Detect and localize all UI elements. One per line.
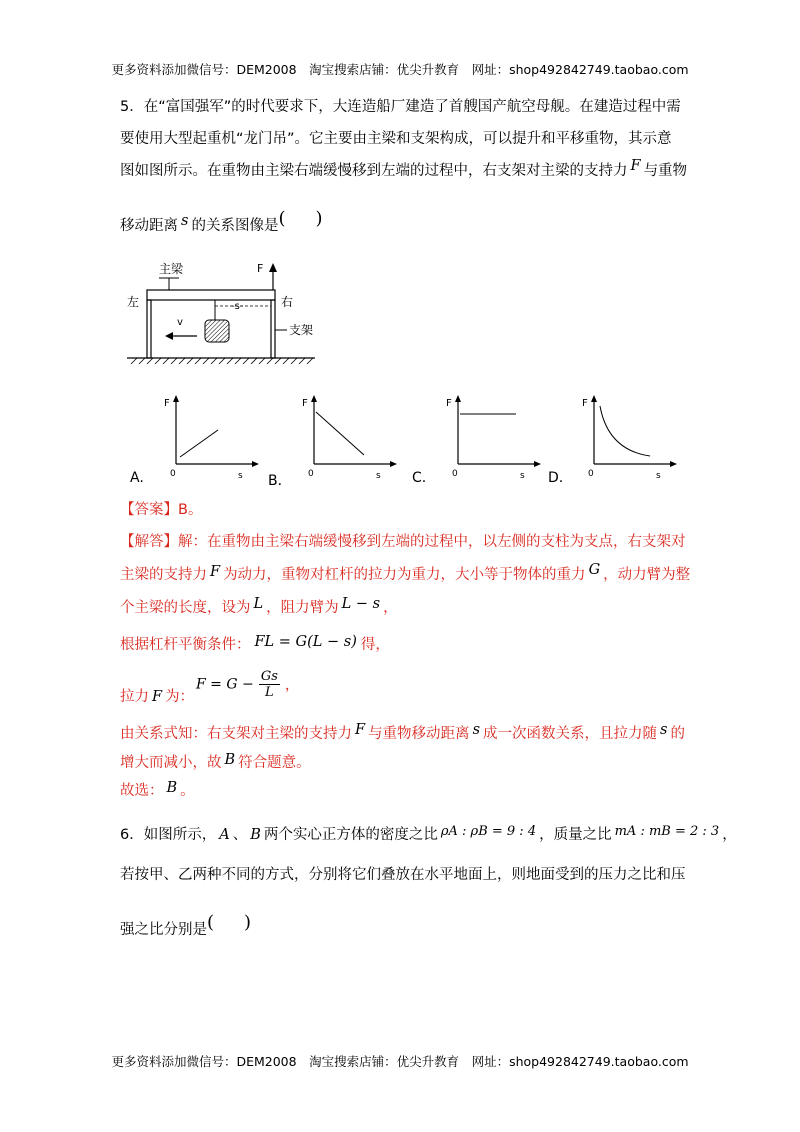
- right-support: [271, 300, 275, 358]
- graph-curve: [600, 406, 650, 456]
- x-axis-arrowhead: [390, 461, 397, 467]
- y-axis-label: F: [302, 398, 308, 409]
- x-axis-label: s: [656, 471, 661, 481]
- option-graph-constant[interactable]: [442, 392, 542, 482]
- fraction-gs-over-l: $\frac{Gs}{L}$: [260, 669, 278, 700]
- solution-line1: 【解答】解：在重物由主梁右端缓慢移到左端的过程中，以左侧的支柱为支点，右支架对: [120, 534, 686, 550]
- y-axis-arrowhead: [311, 395, 317, 402]
- label-v: v: [177, 317, 183, 328]
- x-axis-arrowhead: [670, 461, 677, 467]
- option-letter-1[interactable]: A.: [130, 470, 144, 486]
- q5-line2: 要使用大型起重机“龙门吊”。它主要由主梁和支架构成，可以提升和平移重物，其示意: [120, 131, 672, 147]
- y-axis-arrowhead: [591, 395, 597, 402]
- x-axis-arrowhead: [252, 461, 259, 467]
- main-beam: [147, 290, 275, 300]
- origin-label: 0: [588, 469, 594, 479]
- label-s: -s-: [231, 301, 244, 312]
- solution-line2: 主梁的支持力 F 为动力，重物对杠杆的拉力为重力，大小等于物体的重力 G ，动力臂为整: [120, 562, 691, 583]
- graph-line: [316, 412, 364, 455]
- solution-line6: 由关系式知：右支架对主梁的支持力 F 与重物移动距离 s 成一次函数关系，且拉力随 s 的: [120, 722, 685, 742]
- solution-line8: 故选： B 。: [120, 780, 195, 799]
- option-letter-4[interactable]: D.: [548, 470, 564, 486]
- q6-line2: 若按甲、乙两种不同的方式，分别将它们叠放在水平地面上，则地面受到的压力之比和压: [120, 867, 686, 883]
- x-axis-label: s: [520, 471, 525, 481]
- q5-line1: 5．在“富国强军”的时代要求下，大连造船厂建造了首艘国产航空母舰。在建造过程中需: [120, 99, 681, 115]
- option-graph-decreasing[interactable]: [298, 392, 398, 482]
- y-axis-arrowhead: [173, 395, 179, 402]
- label-main-beam: 主梁: [159, 262, 184, 276]
- origin-label: 0: [170, 469, 176, 479]
- graph-line: [180, 430, 218, 457]
- page-header: 更多资料添加微信号：DEM2008 淘宝搜索店铺：优尖升教育 网址：shop492842749.taobao.com: [111, 62, 689, 77]
- q6-line1: 6．如图所示， A 、 B 两个实心正方体的密度之比 ρA : ρB = 9 : 4 ，质量之比 mA : mB = 2 : 3 ，: [120, 824, 737, 843]
- y-axis-label: F: [164, 398, 170, 409]
- y-axis-label: F: [582, 398, 588, 409]
- option-letter-2[interactable]: B．: [268, 473, 292, 489]
- answer-line: 【答案】B。: [120, 502, 203, 518]
- option-letter-3[interactable]: C.: [412, 470, 427, 486]
- ground-hatch: [131, 358, 313, 364]
- label-left: 左: [127, 295, 140, 309]
- formula-force: F = G − $\frac{Gs}{L}$ ，: [196, 669, 299, 700]
- label-support: 支架: [289, 323, 314, 337]
- y-axis-label: F: [446, 398, 452, 409]
- q5-line3: 图如图所示。在重物由主梁右端缓慢移到左端的过程中，右支架对主梁的支持力 F 与重物: [120, 158, 688, 179]
- solution-line7: 增大而减小，故 B 符合题意。: [120, 752, 311, 771]
- crane-diagram: [125, 258, 325, 373]
- option-graph-inverse[interactable]: [578, 392, 678, 482]
- page-footer: 更多资料添加微信号：DEM2008 淘宝搜索店铺：优尖升教育 网址：shop492842749.taobao.com: [111, 1054, 689, 1069]
- label-right: 右: [281, 295, 294, 309]
- solution-line4: 根据杠杆平衡条件： FL = G(L − s) 得，: [120, 634, 390, 653]
- label-force: F: [257, 262, 264, 275]
- x-axis-label: s: [376, 471, 381, 481]
- x-axis-arrowhead: [534, 461, 541, 467]
- load-block: [205, 320, 229, 342]
- option-graph-increasing[interactable]: [160, 392, 260, 482]
- y-axis-arrowhead: [455, 395, 461, 402]
- solution-line3: 个主梁的长度，设为 L ，阻力臂为 L − s ，: [120, 596, 398, 616]
- x-axis-label: s: [238, 471, 243, 481]
- force-arrowhead: [269, 263, 277, 272]
- q5-line4: 移动距离 s 的关系图像是( ): [120, 208, 323, 234]
- origin-label: 0: [452, 469, 458, 479]
- left-support: [147, 300, 151, 358]
- q6-line3: 强之比分别是( ): [120, 912, 252, 938]
- origin-label: 0: [308, 469, 314, 479]
- solution-line5: 拉力 F 为：: [120, 689, 195, 705]
